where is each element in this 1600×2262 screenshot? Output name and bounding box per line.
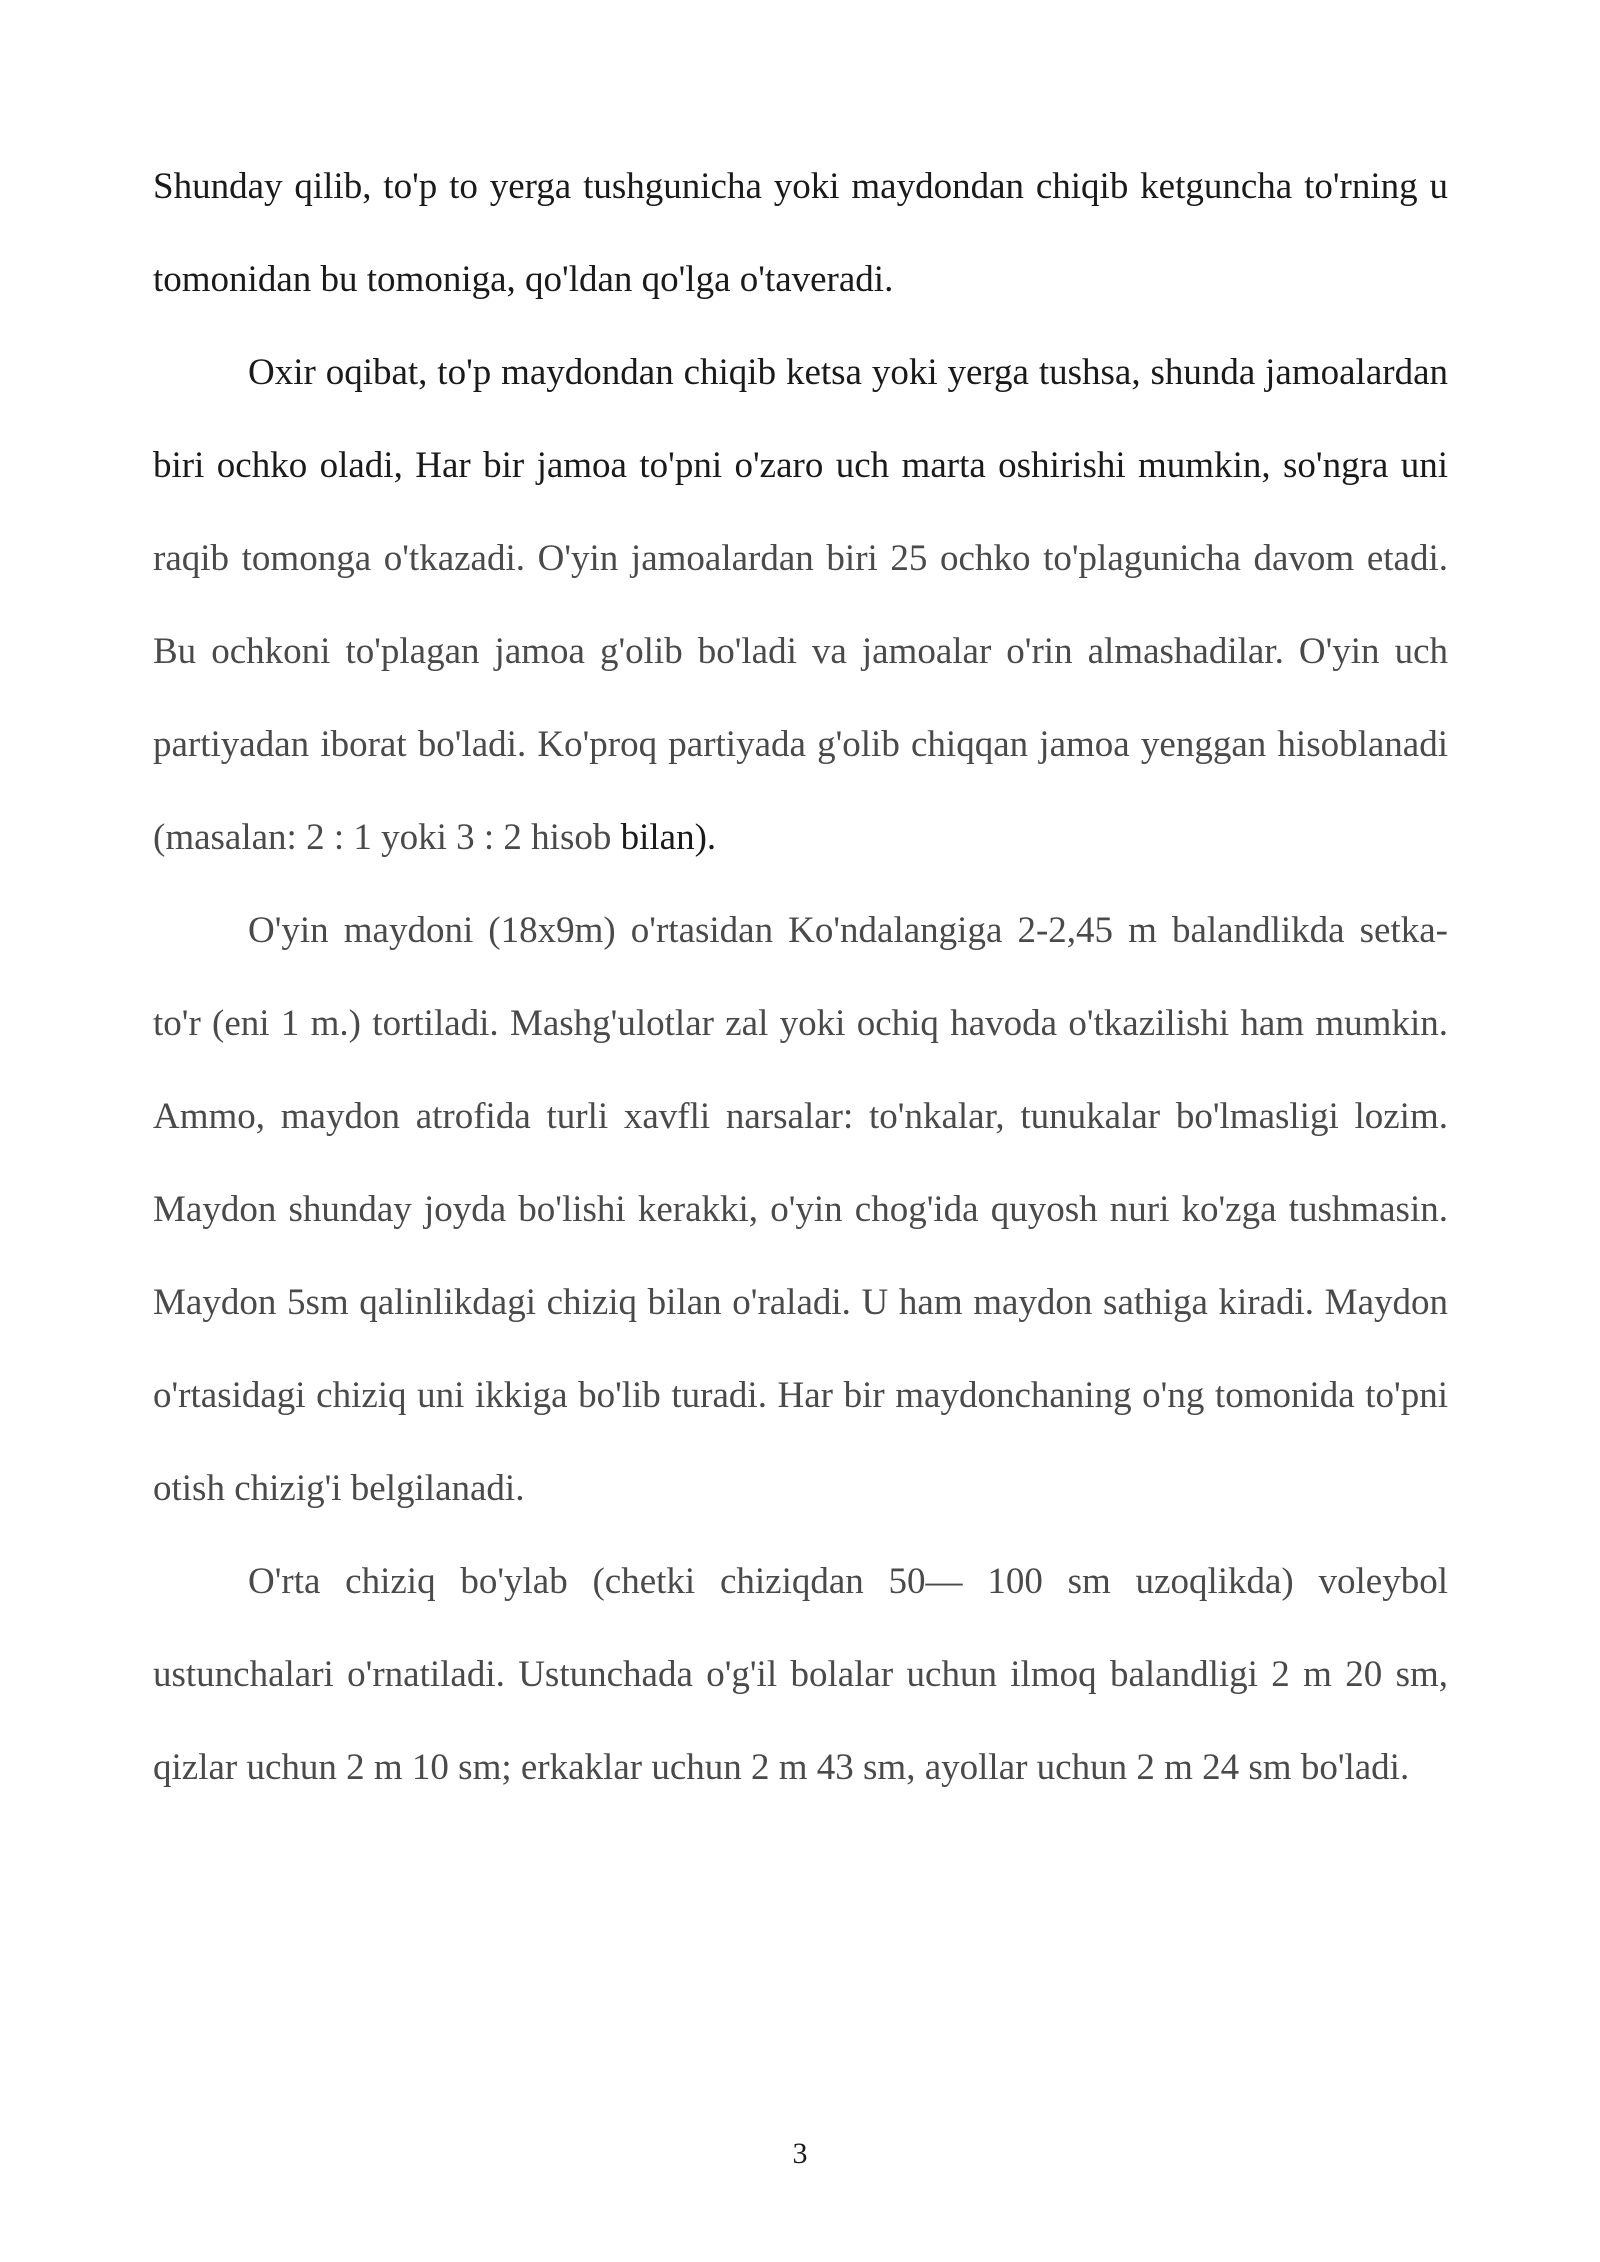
paragraph-text: bilan). <box>620 817 717 858</box>
paragraph-text: O'rta chiziq bo'ylab (chetki chiziqdan 50— 100 sm uzoqlikda) voleybol ustunchalari o'rnatiladi. Ustunchada o'g'il bolalar uchun ilmoq balandligi 2 m 20 sm, qizlar uchun 2 m 10 sm; erkaklar uchun 2 m 43 sm, ayollar uchun 2 m 24 sm bo'ladi. <box>153 1561 1448 1788</box>
paragraph-text: Oxir oqibat, to'p maydondan chiqib ketsa yoki yerga tushsa, shunda jamoalardan biri ochko oladi, Har bir jamoa to'pni o'zaro uch marta oshirishi mumkin, so'ngra uni <box>153 352 1448 486</box>
document-page <box>153 140 1448 1814</box>
paragraph <box>153 140 1448 326</box>
paragraph <box>153 326 1448 884</box>
paragraph-text: raqib tomonga o'tkazadi. O'yin jamoalardan biri 25 ochko to'plagunicha davom etadi. Bu ochkoni to'plagan jamoa g'olib bo'ladi va jamoalar o'rin almashadilar. O'yin uch partiyadan iborat bo'ladi. Ko'proq partiyada g'olib chiqqan jamoa yenggan hisoblanadi (masalan: 2 : 1 yoki 3 : 2 hisob <box>153 538 1448 858</box>
paragraph-text: Shunday qilib, to'p to yerga tushgunicha yoki maydondan chiqib ketguncha to'rning u tomonidan bu tomoniga, qo'ldan qo'lga o'taveradi. <box>153 166 1448 300</box>
page-number: 3 <box>792 2137 808 2170</box>
paragraph <box>153 1535 1448 1814</box>
paragraph <box>153 884 1448 1535</box>
paragraph-text: O'yin maydoni (18x9m) o'rtasidan Ko'ndalangiga 2-2,45 m balandlikda setka-to'r (eni 1 m.) tortiladi. Mashg'ulotlar zal yoki ochiq havoda o'tkazilishi ham mumkin. Ammo, maydon atrofida turli xavfli narsalar: to'nkalar, tunukalar bo'lmasligi lozim. Maydon shunday joyda bo'lishi kerakki, o'yin chog'ida quyosh nuri ko'zga tushmasin. Maydon 5sm qalinlikdagi chiziq bilan o'raladi. U ham maydon sathiga kiradi. Maydon o'rtasidagi chiziq uni ikkiga bo'lib turadi. Har bir maydonchaning o'ng tomonida to'pni otish chizig'i belgilanadi. <box>153 910 1448 1509</box>
